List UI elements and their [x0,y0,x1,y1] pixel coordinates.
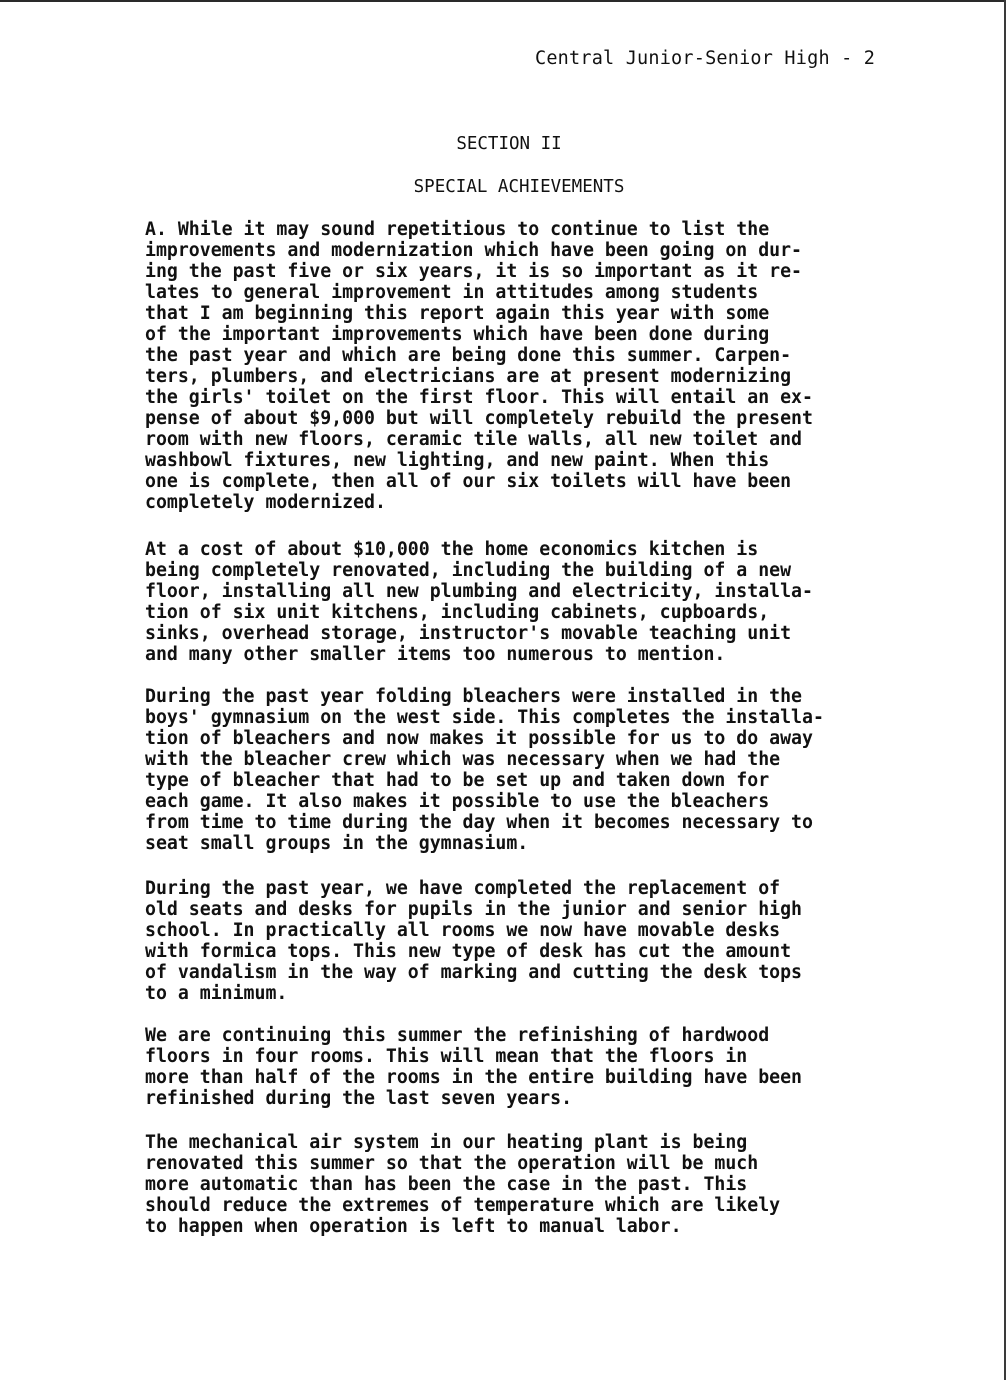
text-line: The mechanical air system in our heating plant is being [145,1132,748,1153]
text-line: improvements and modernization which have been going on dur- [145,240,802,261]
paragraph-c [145,686,824,854]
text-line: A. While it may sound repetitious to continue to list the [145,219,770,240]
section-number: SECTION II [456,134,562,154]
text-line: During the past year folding bleachers were installed in the [145,686,802,707]
text-line: ing the past five or six years, it is so important as it re- [145,261,802,282]
paragraph-b [145,539,813,665]
text-line: At a cost of about $10,000 the home economics kitchen is [145,539,759,560]
text-line: During the past year, we have completed the replacement of [145,878,781,899]
text-line: of the important improvements which have been done during [145,324,770,345]
text-line: completely modernized. [145,492,386,513]
page-header: Central Junior-Senior High - 2 [535,48,876,69]
text-line: more automatic than has been the case in the past. This [145,1174,748,1195]
page-top-edge [0,0,1006,2]
paragraph-e [145,1025,802,1109]
text-line: of vandalism in the way of marking and cutting the desk tops [145,962,802,983]
paragraph-a [145,219,813,513]
text-line: floor, installing all new plumbing and electricity, installa- [145,581,813,602]
text-line: renovated this summer so that the operation will be much [145,1153,759,1174]
text-line: washbowl fixtures, new lighting, and new paint. When this [145,450,770,471]
text-line: refinished during the last seven years. [145,1088,573,1109]
text-line: pense of about $9,000 but will completely rebuild the present [145,408,813,429]
text-line: tion of bleachers and now makes it possible for us to do away [145,728,813,749]
text-line: and many other smaller items too numerous to mention. [145,644,726,665]
text-line: being completely renovated, including the building of a new [145,560,792,581]
paragraph-f [145,1132,780,1237]
text-line: ters, plumbers, and electricians are at present modernizing [145,366,792,387]
text-line: should reduce the extremes of temperature which are likely [145,1195,781,1216]
text-line: that I am beginning this report again this year with some [145,303,770,324]
text-line: boys' gymnasium on the west side. This completes the installa- [145,707,824,728]
text-line: one is complete, then all of our six toilets will have been [145,471,792,492]
text-line: room with new floors, ceramic tile walls, all new toilet and [145,429,802,450]
text-line: to happen when operation is left to manual labor. [145,1216,682,1237]
text-line: old seats and desks for pupils in the junior and senior high [145,899,802,920]
text-line: with formica tops. This new type of desk has cut the amount [145,941,792,962]
text-line: lates to general improvement in attitudes among students [145,282,759,303]
text-line: each game. It also makes it possible to use the bleachers [145,791,770,812]
text-line: the past year and which are being done this summer. Carpen- [145,345,792,366]
text-line: seat small groups in the gymnasium. [145,833,529,854]
text-line: tion of six unit kitchens, including cabinets, cupboards, [145,602,770,623]
text-line: from time to time during the day when it becomes necessary to [145,812,813,833]
text-line: school. In practically all rooms we now have movable desks [145,920,781,941]
paragraph-d [145,878,802,1004]
text-line: We are continuing this summer the refinishing of hardwood [145,1025,770,1046]
text-line: with the bleacher crew which was necessary when we had the [145,749,781,770]
text-line: to a minimum. [145,983,288,1004]
text-line: sinks, overhead storage, instructor's movable teaching unit [145,623,792,644]
text-line: the girls' toilet on the first floor. This will entail an ex- [145,387,813,408]
text-line: type of bleacher that had to be set up and taken down for [145,770,770,791]
text-line: more than half of the rooms in the entire building have been [145,1067,802,1088]
text-line: floors in four rooms. This will mean that the floors in [145,1046,748,1067]
section-title: SPECIAL ACHIEVEMENTS [413,177,625,197]
